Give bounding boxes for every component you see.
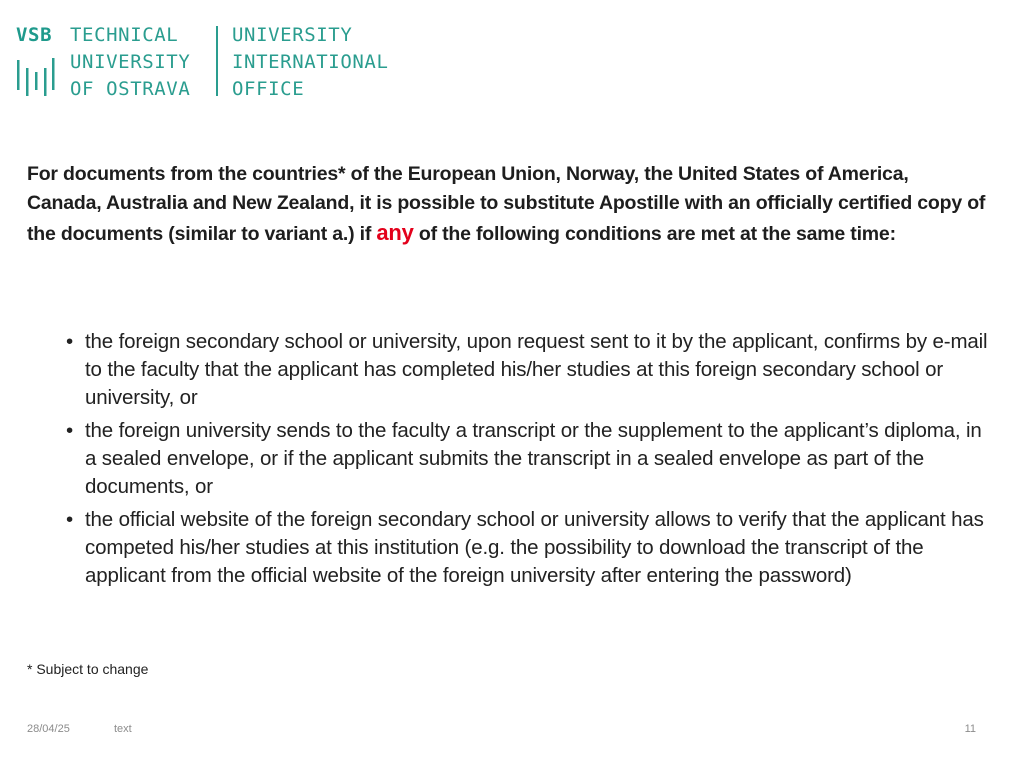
intro-highlight: any: [376, 220, 414, 245]
list-item: [66, 417, 996, 501]
logo-line: UNIVERSITY: [232, 24, 353, 46]
conditions-list: [66, 328, 996, 595]
logo-vsb: VSB: [16, 24, 53, 46]
page-number: 11: [964, 723, 976, 735]
list-item: [66, 506, 996, 590]
logo-line: OFFICE: [232, 78, 305, 100]
logo-university-name: [70, 22, 190, 103]
footer-date: 28/04/25: [27, 723, 70, 735]
logo-office-name: [232, 22, 389, 103]
bullet-icon: •: [66, 508, 74, 531]
intro-text-before: For documents from the countries* of the European Union, Norway, the United States of America, Canada, Australia and New Zealand, it is possible to substitute Apostille with an officially certified copy of the documents (similar to variant a.) if: [27, 163, 986, 245]
logo-line: INTERNATIONAL: [232, 51, 389, 73]
logo-line: OF OSTRAVA: [70, 78, 191, 100]
bullet-icon: •: [66, 419, 74, 442]
logo-line: UNIVERSITY: [70, 51, 191, 73]
intro-paragraph: [27, 160, 987, 249]
list-item-text: the foreign secondary school or university, upon request sent to it by the applicant, confirms by e-mail to the faculty that the applicant has completed his/her studies at this foreign secondary school or university, or: [85, 330, 988, 409]
list-item-text: the official website of the foreign secondary school or university allows to verify that the applicant has competed his/her studies at this institution (e.g. the possibility to download the transcript of the applicant from the official website of the foreign university after entering the password): [85, 508, 984, 587]
list-item: [66, 328, 996, 412]
bullet-icon: •: [66, 330, 74, 353]
footer-text: text: [114, 723, 132, 735]
footnote: * Subject to change: [27, 661, 149, 677]
logo-divider: [216, 26, 218, 96]
list-item-text: the foreign university sends to the faculty a transcript or the supplement to the applicant’s diploma, in a sealed envelope, or if the applicant submits the transcript in a sealed envelope as part of the documents, or: [85, 419, 982, 498]
logo: [16, 22, 436, 102]
intro-text-after: of the following conditions are met at the same time:: [413, 223, 896, 245]
logo-bars-icon: [16, 54, 56, 96]
logo-line: TECHNICAL: [70, 24, 179, 46]
